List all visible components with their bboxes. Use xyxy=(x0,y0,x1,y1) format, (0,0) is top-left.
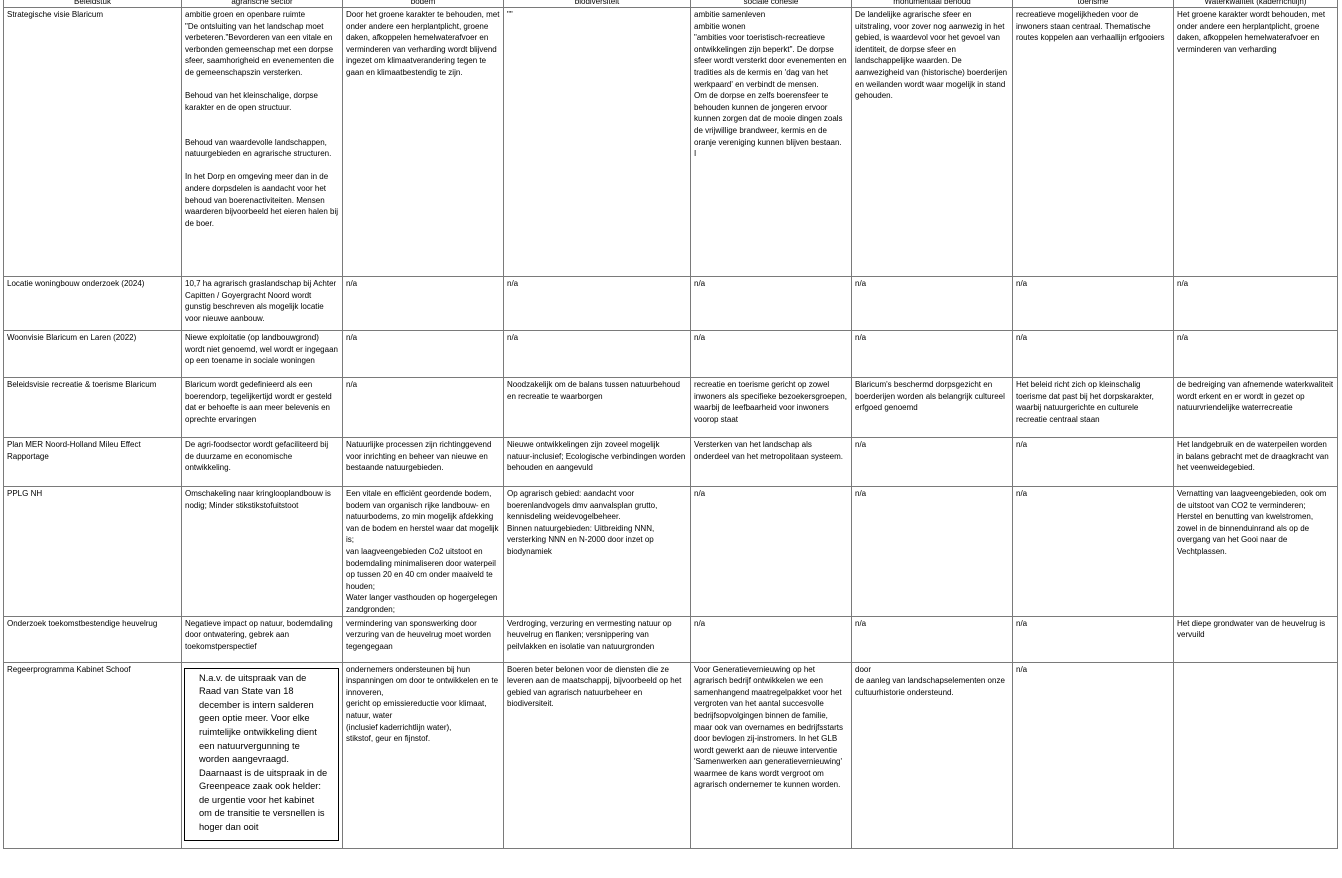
cell-bodem: n/a xyxy=(343,277,504,331)
cell-toerisme: n/a xyxy=(1013,616,1174,662)
cell-sociale-cohesie: recreatie en toerisme gericht op zowel inwoners als specifieke bezoekersgroepen, waarbij de leefbaarheid voor inwoners voorop staat xyxy=(691,378,852,438)
cell-sociale-cohesie: ambitie samenleven ambitie wonen "ambities voor toeristisch-recreatieve ontwikkelingen zijn beperkt". De dorpse sfeer wordt versterkt door evenementen en tradities als de kermis en 'dag van het werkpaard' en verbindt de mensen. Om de dorpse en zelfs boerensfeer te behouden kunnen de jongeren ervoor kunnen zorgen dat de mooie dingen zoals de vrijwillige brandweer, kermis en de oranje vereniging kunnen blijven bestaan. I xyxy=(691,8,852,277)
cell-agrarische-sector: Omschakeling naar kringlooplandbouw is nodig; Minder stikstikstofuitstoot xyxy=(182,487,343,617)
cell-toerisme: n/a xyxy=(1013,438,1174,487)
cell-bodem: n/a xyxy=(343,331,504,378)
cell-biodiversiteit: Noodzakelijk om de balans tussen natuurbehoud en recreatie te waarborgen xyxy=(504,378,691,438)
col-header-monumentaal-behoud: monumentaal behoud xyxy=(852,0,1013,8)
cell-agrarische-sector: Blaricum wordt gedefinieerd als een boerendorp, tegelijkertijd wordt er gesteld dat er behoefte is aan meer belevenis en oprechte ervaringen xyxy=(182,378,343,438)
col-header-biodiversiteit: biodiversiteit xyxy=(504,0,691,8)
cell-biodiversiteit: Verdroging, verzuring en vermesting natuur op heuvelrug en flanken; versnippering van peilvlakken en isolatie van natuurgronden xyxy=(504,616,691,662)
cell-toerisme: n/a xyxy=(1013,331,1174,378)
cell-waterkwaliteit: de bedreiging van afnemende waterkwaliteit wordt erkent en er wordt in gezet op natuurvriendelijke waterrecreatie xyxy=(1174,378,1338,438)
row-name: Beleidsvisie recreatie & toerisme Blaricum xyxy=(4,378,182,438)
cell-bodem: ondernemers ondersteunen bij hun inspanningen om door te ontwikkelen en te innoveren, gericht op emissiereductie voor klimaat, natuur, water (inclusief kaderrichtlijn water), stikstof, geur en fijnstof. xyxy=(343,662,504,848)
cell-sociale-cohesie: n/a xyxy=(691,616,852,662)
cell-biodiversiteit: Nieuwe ontwikkelingen zijn zoveel mogelijk natuur-inclusief; Ecologische verbindingen worden behouden en aangevuld xyxy=(504,438,691,487)
row-name: Locatie woningbouw onderzoek (2024) xyxy=(4,277,182,331)
cell-sociale-cohesie: n/a xyxy=(691,277,852,331)
row-name: Regeerprogramma Kabinet Schoof xyxy=(4,662,182,848)
row-name: Woonvisie Blaricum en Laren (2022) xyxy=(4,331,182,378)
cell-bodem: vermindering van sponswerking door verzuring van de heuvelrug moet worden tegengegaan xyxy=(343,616,504,662)
cell-waterkwaliteit: Vernatting van laagveengebieden, ook om de uitstoot van CO2 te verminderen; Herstel en benutting van kwelstromen, zowel in de binnenduinrand als op de overgang van het Gooi naar de Vechtplassen. xyxy=(1174,487,1338,617)
cell-biodiversiteit: Op agrarisch gebied: aandacht voor boerenlandvogels dmv aanvalsplan grutto, kennisdeling weidevogelbeheer. Binnen natuurgebieden: Uitbreiding NNN, versterking NNN en N-2000 door inzet op biodynamiek xyxy=(504,487,691,617)
table-row xyxy=(4,378,1338,438)
cell-monumentaal-behoud: n/a xyxy=(852,616,1013,662)
col-header-beleidstuk: Beleidstuk xyxy=(4,0,182,8)
cell-toerisme: n/a xyxy=(1013,487,1174,617)
row-name: PPLG NH xyxy=(4,487,182,617)
table-row xyxy=(4,662,1338,848)
table-row xyxy=(4,8,1338,277)
cell-waterkwaliteit: Het diepe grondwater van de heuvelrug is vervuild xyxy=(1174,616,1338,662)
table-row xyxy=(4,438,1338,487)
cell-monumentaal-behoud: n/a xyxy=(852,438,1013,487)
cell-toerisme: n/a xyxy=(1013,277,1174,331)
cell-monumentaal-behoud: De landelijke agrarische sfeer en uitstraling, voor zover nog aanwezig in het gebied, is waardevol voor het gevoel van identiteit, de dorpse sfeer en landschappelijke waarden. De aanwezigheid van (historische) boerderijen en weilanden wordt waar mogelijk in stand gehouden. xyxy=(852,8,1013,277)
cell-sociale-cohesie: Versterken van het landschap als onderdeel van het metropolitaan systeem. xyxy=(691,438,852,487)
cell-biodiversiteit: n/a xyxy=(504,277,691,331)
cell-waterkwaliteit xyxy=(1174,662,1338,848)
cell-bodem: n/a xyxy=(343,378,504,438)
cell-sociale-cohesie: n/a xyxy=(691,487,852,617)
cell-toerisme: Het beleid richt zich op kleinschalig toerisme dat past bij het dorpskarakter, waarbij natuurgerichte en culturele recreatie centraal staan xyxy=(1013,378,1174,438)
cell-agrarische-sector: Niewe exploitatie (op landbouwgrond) wordt niet genoemd, wel wordt er ingegaan op een toename in sociale woningen xyxy=(182,331,343,378)
cell-biodiversiteit: n/a xyxy=(504,331,691,378)
col-header-bodem: bodem xyxy=(343,0,504,8)
cell-toerisme: n/a xyxy=(1013,662,1174,848)
cell-sociale-cohesie: Voor Generatievernieuwing op het agrarisch bedrijf ontwikkelen we een samenhangend maatregelpakket voor het vergroten van het aantal succesvolle bedrijfsopvolgingen binnen de familie, maar ook van overnames en bedrijfsstarts door bevlogen zij-instromers. In het GLB wordt gewerkt aan de nieuwe interventie 'Samenwerken aan generatievernieuwing' waarmee de kans wordt vergroot om agrarisch ondernemer te kunnen worden. xyxy=(691,662,852,848)
cell-waterkwaliteit: Het groene karakter wordt behouden, met onder andere een herplantplicht, groene daken, afkoppelen hemelwaterafvoer en verminderen van verharding xyxy=(1174,8,1338,277)
cell-biodiversiteit: Boeren beter belonen voor de diensten die ze leveren aan de maatschappij, bijvoorbeeld op het gebied van agrarisch natuurbeheer en biodiversiteit. xyxy=(504,662,691,848)
table-row xyxy=(4,487,1338,617)
col-header-agrarische-sector: agrarische sector xyxy=(182,0,343,8)
cell-bodem: Natuurlijke processen zijn richtinggevend voor inrichting en beheer van nieuwe en bestaande natuurgebieden. xyxy=(343,438,504,487)
cell-agrarische-sector xyxy=(182,662,343,848)
cell-agrarische-sector: ambitie groen en openbare ruimte "De ontsluiting van het landschap moet verbeteren."Bevorderen van een vitale en verbonden gemeenschap met een dorpse sfeer, saamhorigheid en evenementen die de gemeenschapszin versterken. Behoud van het kleinschalige, dorpse karakter en de open structuur. Behoud van waardevolle landschappen, natuurgebieden en agrarische structuren. In het Dorp en omgeving meer dan in de andere dorpsdelen is aandacht voor het behoud van boerenactiviteiten. Mensen waarderen bijvoorbeeld het eieren halen bij de boer. xyxy=(182,8,343,277)
policy-table xyxy=(3,0,1338,849)
cell-monumentaal-behoud: n/a xyxy=(852,277,1013,331)
cell-waterkwaliteit: Het landgebruik en de waterpeilen worden in balans gebracht met de draagkracht van het veenweidegebied. xyxy=(1174,438,1338,487)
row-name: Strategische visie Blaricum xyxy=(4,8,182,277)
cell-agrarische-sector: Negatieve impact op natuur, bodemdaling door ontwatering, gebrek aan toekomstperspectief xyxy=(182,616,343,662)
row-name: Onderzoek toekomstbestendige heuvelrug xyxy=(4,616,182,662)
cell-monumentaal-behoud: n/a xyxy=(852,331,1013,378)
cell-bodem: Een vitale en efficiënt geordende bodem, bodem van organisch rijke landbouw- en natuurbodems, zo min mogelijk afdekking van de bodem en herstel waar dat mogelijk is; van laagveengebieden Co2 uitstoot en bodemdaling minimaliseren door waterpeil op tussen 20 en 40 cm onder maaiveld te houden; Water langer vasthouden op hogergelegen zandgronden; xyxy=(343,487,504,617)
cell-agrarische-sector: 10,7 ha agrarisch graslandschap bij Achter Capitten / Goyergracht Noord wordt gunstig beschreven als mogelijk locatie voor nieuwe aanbouw. xyxy=(182,277,343,331)
cell-monumentaal-behoud: door de aanleg van landschapselementen onze cultuurhistorie ondersteund. xyxy=(852,662,1013,848)
col-header-toerisme: toerisme xyxy=(1013,0,1174,8)
cell-waterkwaliteit: n/a xyxy=(1174,331,1338,378)
header-row xyxy=(4,0,1338,8)
cell-waterkwaliteit: n/a xyxy=(1174,277,1338,331)
cell-monumentaal-behoud: Blaricum's beschermd dorpsgezicht en boerderijen worden als belangrijk cultureel erfgoed genoemd xyxy=(852,378,1013,438)
cell-biodiversiteit: "" xyxy=(504,8,691,277)
cell-monumentaal-behoud: n/a xyxy=(852,487,1013,617)
table-row xyxy=(4,277,1338,331)
cell-agrarische-sector: De agri-foodsector wordt gefaciliteerd bij de duurzame en economische ontwikkeling. xyxy=(182,438,343,487)
col-header-sociale-cohesie: sociale cohesie xyxy=(691,0,852,8)
table-row xyxy=(4,616,1338,662)
cell-sociale-cohesie: n/a xyxy=(691,331,852,378)
row-name: Plan MER Noord-Holland Mileu Effect Rapportage xyxy=(4,438,182,487)
text-box-note: N.a.v. de uitspraak van de Raad van State van 18 december is intern salderen geen optie meer. Voor elke ruimtelijke ontwikkeling dient een natuurvergunning te worden aangevraagd. Daarnaast is de uitspraak in de Greenpeace zaak ook helder: de urgentie voor het kabinet om de transitie te versnellen is hoger dan ooit xyxy=(184,668,339,841)
table-row xyxy=(4,331,1338,378)
cell-toerisme: recreatieve mogelijkheden voor de inwoners staan centraal. Thematische routes koppelen aan verhaallijn erfgooiers xyxy=(1013,8,1174,277)
col-header-waterkwaliteit: Waterkwaliteit (kaderrichtlijn) xyxy=(1174,0,1338,8)
cell-bodem: Door het groene karakter te behouden, met onder andere een herplantplicht, groene daken, afkoppelen hemelwaterafvoer en verminderen van verharding wordt blijvend ingezet om klimaatverandering tegen te gaan en klimaatbestendig te zijn. xyxy=(343,8,504,277)
